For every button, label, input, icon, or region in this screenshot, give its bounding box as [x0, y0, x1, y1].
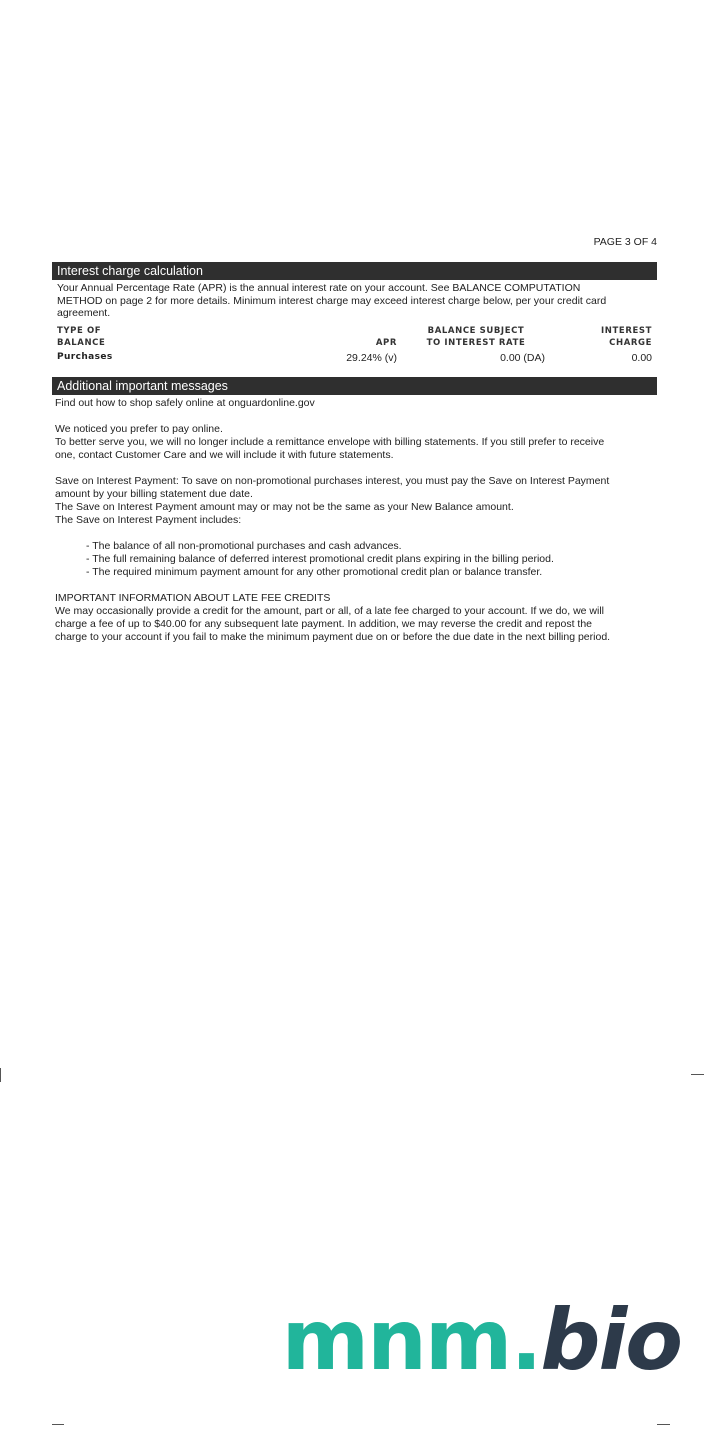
interest-section-heading: Interest charge calculation	[52, 262, 657, 280]
message-line: We may occasionally provide a credit for the amount, part or all, of a late fee charged to your account. If we do, we will	[55, 605, 604, 617]
header-type-of-balance	[57, 325, 105, 349]
message-line: We noticed you prefer to pay online.	[55, 423, 223, 435]
message-line: The Save on Interest Payment includes:	[55, 514, 242, 526]
intro-line: agreement.	[57, 307, 111, 319]
crop-mark-bottom-right	[657, 1424, 670, 1425]
header-interest-charge	[601, 325, 652, 349]
logo-part: bio	[540, 1291, 681, 1389]
message-line: amount by your billing statement due date.	[55, 488, 253, 500]
intro-line: Your Annual Percentage Rate (APR) is the annual interest rate on your account. See BALANCE COMPUTATION	[57, 282, 581, 294]
intro-line: METHOD on page 2 for more details. Minimum interest charge may exceed interest charge below, per your credit card	[57, 294, 607, 307]
row-balance: 0.00 (DA)	[500, 352, 545, 364]
bullet-list	[55, 540, 651, 579]
message-line: charge a fee of up to $40.00 for any subsequent late payment. In addition, we may reverse the credit and repost the	[55, 618, 593, 630]
list-item: - The balance of all non-promotional purchases and cash advances.	[86, 540, 402, 552]
header-apr	[342, 325, 397, 349]
header-text: CHARGE	[609, 338, 652, 348]
list-item: - The full remaining balance of deferred interest promotional credit plans expiring in the billing period.	[86, 553, 554, 565]
crop-mark-right	[691, 1074, 704, 1075]
mnm-bio-watermark-logo	[281, 1291, 681, 1389]
crop-mark-left	[0, 1068, 1, 1082]
message-line: Find out how to shop safely online at onguardonline.gov	[55, 397, 315, 409]
logo-part: .	[510, 1291, 541, 1389]
header-text: INTEREST	[601, 326, 652, 336]
row-type: Purchases	[57, 352, 113, 362]
header-text: TO INTEREST RATE	[426, 338, 526, 348]
late-fee-heading: IMPORTANT INFORMATION ABOUT LATE FEE CREDITS	[55, 592, 331, 604]
row-charge: 0.00	[631, 352, 652, 364]
interest-intro	[57, 282, 649, 320]
header-text: BALANCE	[57, 338, 106, 348]
message-line: Save on Interest Payment: To save on non-promotional purchases interest, you must pay the Save on Interest Payment	[55, 475, 610, 487]
page-number: PAGE 3 OF 4	[593, 236, 657, 248]
list-item: - The required minimum payment amount for any other promotional credit plan or balance transfer.	[86, 566, 543, 578]
table-row	[57, 352, 652, 366]
messages-body	[55, 397, 651, 644]
header-text: APR	[375, 338, 397, 348]
header-text: BALANCE SUBJECT	[427, 326, 525, 336]
messages-section-heading: Additional important messages	[52, 377, 657, 395]
message-line: charge to your account if you fail to make the minimum payment due on or before the due date in the next billing period.	[55, 631, 611, 643]
header-balance-subject	[407, 325, 545, 349]
message-line: one, contact Customer Care and we will include it with future statements.	[55, 449, 394, 461]
crop-mark-bottom-left	[52, 1424, 64, 1425]
row-apr: 29.24% (v)	[346, 352, 397, 364]
logo-part: mnm	[281, 1291, 511, 1389]
message-line: To better serve you, we will no longer include a remittance envelope with billing statements. If you still prefer to receive	[55, 436, 605, 448]
header-text: TYPE OF	[57, 326, 102, 336]
message-line: The Save on Interest Payment amount may or may not be the same as your New Balance amount.	[55, 501, 514, 513]
